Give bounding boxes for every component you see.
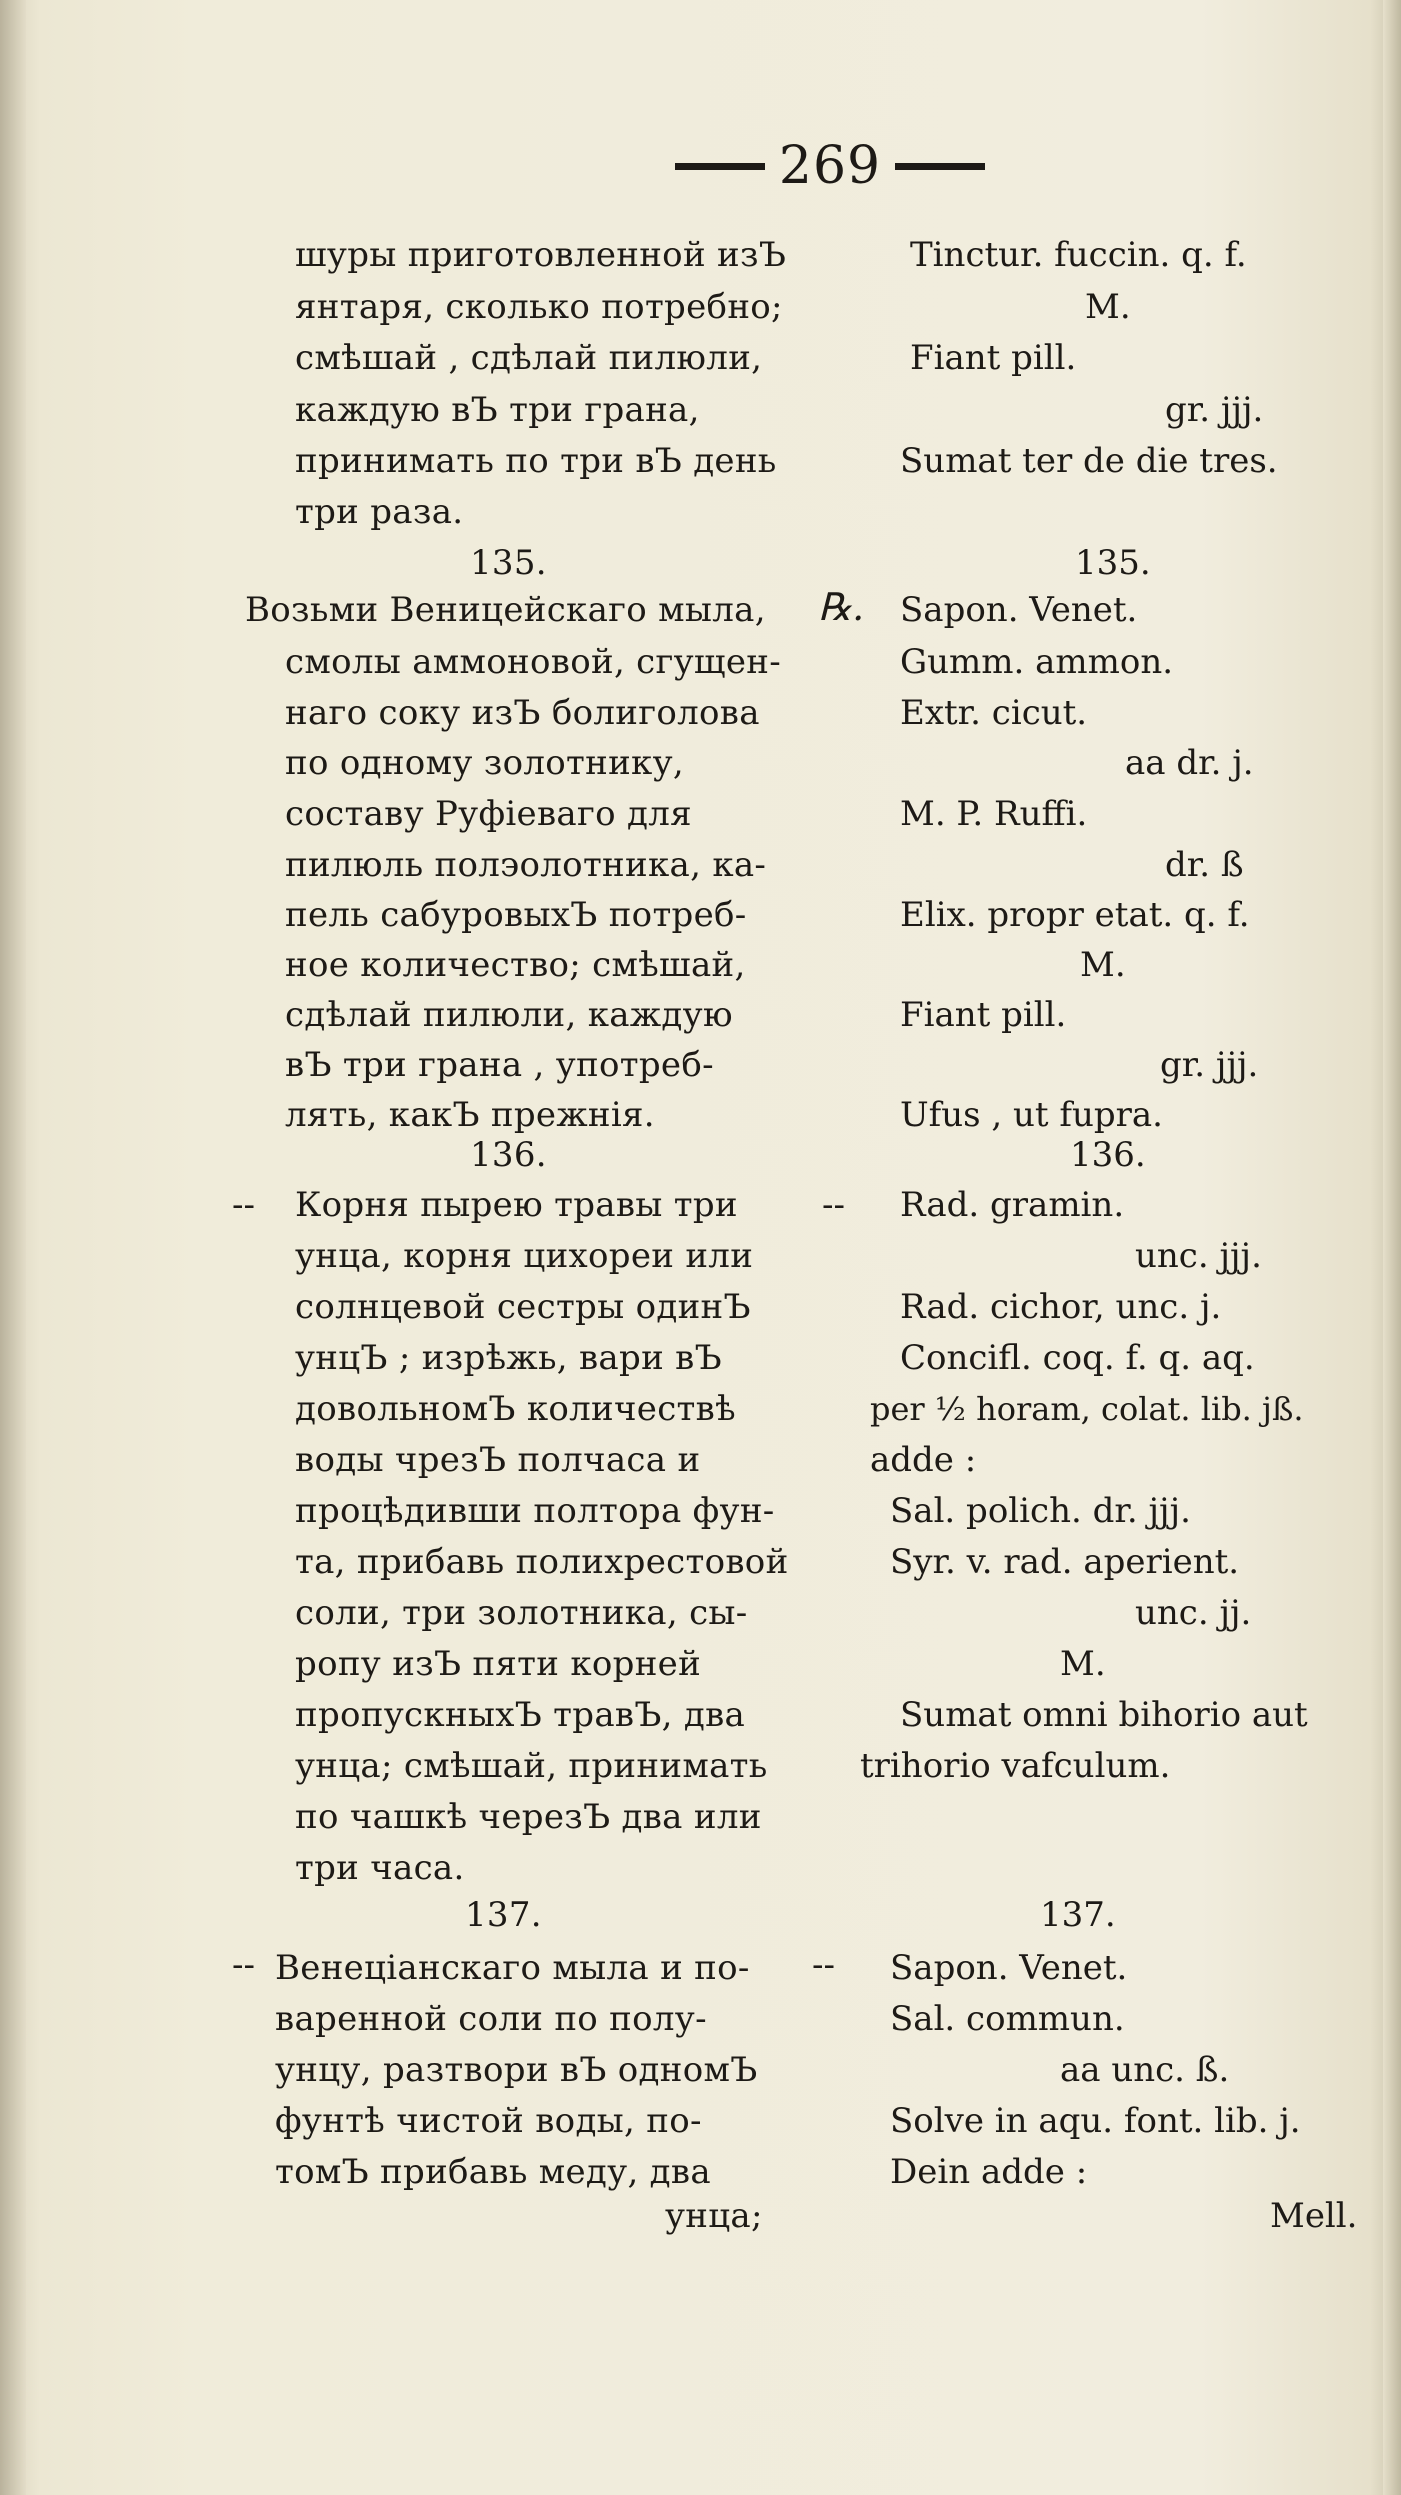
text-line: смолы аммоновой, сгущен- (285, 642, 782, 682)
text-line: Concifl. coq. f. q. aq. (900, 1338, 1255, 1378)
text-line: Elix. propr etat. q. f. (900, 895, 1250, 935)
text-line: смѣшай , сдѣлай пилюли, (295, 338, 763, 378)
header-rule-right (895, 163, 985, 170)
text-line: dr. ß (1165, 845, 1244, 885)
text-line: M. (1060, 1644, 1106, 1684)
text-line: лять, какЪ прежнія. (285, 1095, 655, 1135)
page-number: 269 (778, 136, 882, 196)
text-line: trihorio vafculum. (860, 1746, 1171, 1786)
text-line: Fiant pill. (910, 338, 1077, 378)
text-line: унца, корня цихореи или (295, 1236, 754, 1276)
text-line: aa unc. ß. (1060, 2050, 1230, 2090)
text-line: ное количество; смѣшай, (285, 945, 746, 985)
text-line: принимать по три вЪ день (295, 441, 777, 481)
dash-mark: -- (822, 1185, 845, 1225)
text-line: Fiant pill. (900, 995, 1067, 1035)
text-line: per ½ horam, colat. lib. jß. (870, 1390, 1304, 1428)
text-line: Syr. v. rad. aperient. (890, 1542, 1240, 1582)
text-line: унцу, разтвори вЪ одномЪ (275, 2050, 758, 2090)
text-line: наго соку изЪ болиголова (285, 693, 760, 733)
text-line: Sal. commun. (890, 1999, 1125, 2039)
text-line: Sumat omni bihorio aut (900, 1695, 1308, 1735)
text-line: Rad. cichor, unc. j. (900, 1287, 1222, 1327)
text-line: соли, три золотника, сы- (295, 1593, 748, 1633)
page-gutter (0, 0, 26, 2495)
text-line: пропускныхЪ травЪ, два (295, 1695, 746, 1735)
text-line: M. (1085, 287, 1131, 327)
text-line: составу Руфіеваго для (285, 794, 692, 834)
text-line: Sal. polich. dr. jjj. (890, 1491, 1191, 1531)
text-line: унца; смѣшай, принимать (295, 1746, 768, 1786)
text-line: Extr. cicut. (900, 693, 1088, 733)
text-line: воды чрезЪ полчаса и (295, 1440, 701, 1480)
text-line: Возьми Веницейскаго мыла, (245, 590, 766, 630)
text-line: вЪ три грана , употреб- (285, 1045, 714, 1085)
recipe-number: 135. (1075, 543, 1151, 583)
header-rule-left (675, 163, 765, 170)
text-line: gr. jjj. (1165, 390, 1264, 430)
recipe-number: 136. (1070, 1135, 1146, 1175)
page-header (650, 136, 1010, 206)
recipe-number: 137. (1040, 1895, 1116, 1935)
text-line: томЪ прибавь меду, два (275, 2152, 711, 2192)
text-line: та, прибавь полихрестовой (295, 1542, 789, 1582)
text-line: adde : (870, 1440, 977, 1480)
text-line: солнцевой сестры одинЪ (295, 1287, 751, 1327)
text-line: Gumm. ammon. (900, 642, 1174, 682)
text-line: фунтѣ чистой воды, по- (275, 2101, 702, 2141)
text-line: пилюль полэолотника, ка- (285, 845, 767, 885)
text-line: сдѣлай пилюли, каждую (285, 995, 733, 1035)
text-line: ропу изЪ пяти корней (295, 1644, 702, 1684)
text-line: gr. jjj. (1160, 1045, 1259, 1085)
text-line: янтаря, сколько потребно; (295, 287, 783, 327)
dash-mark: -- (232, 1945, 255, 1985)
recipe-number: 135. (470, 543, 547, 583)
text-line: шуры приготовленной изЪ (295, 235, 787, 275)
text-line: три раза. (295, 492, 464, 532)
text-line: процѣдивши полтора фун- (295, 1491, 775, 1531)
text-line: Sapon. Venet. (900, 590, 1138, 630)
text-line: Dein adde : (890, 2152, 1088, 2192)
catchword: унца; (665, 2196, 763, 2236)
text-line: по чашкѣ черезЪ два или (295, 1797, 762, 1837)
text-line: M. P. Ruffi. (900, 794, 1088, 834)
text-line: Sumat ter de die tres. (900, 441, 1278, 481)
text-line: по одному золотнику, (285, 743, 685, 783)
text-line: Ufus , ut fupra. (900, 1095, 1163, 1135)
text-line: unc. jjj. (1135, 1236, 1262, 1276)
text-line: пель сабуровыхЪ потреб- (285, 895, 747, 935)
text-line: унцЪ ; изрѣжь, вари вЪ (295, 1338, 722, 1378)
dash-mark: -- (812, 1945, 835, 1985)
text-line: Sapon. Venet. (890, 1948, 1128, 1988)
dash-mark: -- (232, 1185, 255, 1225)
text-line: M. (1080, 945, 1126, 985)
text-line: варенной соли по полу- (275, 1999, 707, 2039)
text-line: три часа. (295, 1848, 465, 1888)
page-edge (1383, 0, 1401, 2495)
text-line: каждую вЪ три грана, (295, 390, 700, 430)
text-line: Tinctur. fuccin. q. f. (910, 235, 1247, 275)
text-line: Корня пырею травы три (295, 1185, 738, 1225)
catchword: Mell. (1270, 2196, 1358, 2236)
text-line: aa dr. j. (1125, 743, 1254, 783)
recipe-number: 137. (465, 1895, 542, 1935)
text-line: unc. jj. (1135, 1593, 1252, 1633)
recipe-number: 136. (470, 1135, 547, 1175)
text-line: Венеціанскаго мыла и по- (275, 1948, 750, 1988)
text-line: Solve in aqu. font. lib. j. (890, 2101, 1301, 2141)
text-line: довольномЪ количествѣ (295, 1389, 736, 1429)
rx-symbol: ℞. (818, 585, 865, 629)
text-line: Rad. gramin. (900, 1185, 1125, 1225)
